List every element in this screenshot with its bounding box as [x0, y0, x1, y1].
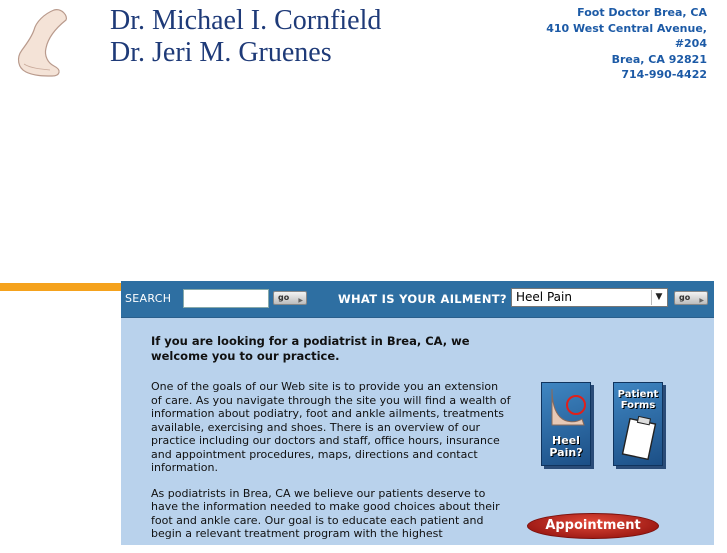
contact-info — [517, 5, 707, 83]
patient-forms-button[interactable] — [613, 382, 663, 466]
intro-paragraph: One of the goals of our Web site is to provide you an extension of care. As you navigate through the site you will find a wealth of information about podiatry, foot and ankle ailments, treatments available, exercising and shoes. There is an overview of our practice including our doctors and staff, office hours, insurance and appointment procedures, maps, directions and contact information. — [151, 380, 511, 474]
education-paragraph: As podiatrists in Brea, CA we believe our patients deserve to have the information needed to make good choices about their foot and ankle care. Our goal is to educate each patient and begin a relevant treatment program with the highest — [151, 486, 500, 540]
search-toolbar — [121, 281, 714, 318]
doctor-names — [110, 5, 381, 69]
heel-icon — [546, 387, 588, 427]
welcome-text — [151, 334, 511, 553]
main-content — [121, 318, 714, 545]
ailment-go-button[interactable] — [674, 291, 708, 305]
ailment-selected-value: Heel Pain — [516, 290, 572, 304]
search-label: SEARCH — [125, 292, 172, 305]
ailment-go-label: go — [679, 293, 691, 302]
arrow-right-icon: ▶ — [699, 297, 704, 304]
heel-pain-label-1: Heel — [552, 434, 580, 447]
heel-pain-button[interactable] — [541, 382, 591, 466]
contact-address-2: #204 — [674, 37, 707, 50]
chevron-down-icon[interactable]: ▼ — [651, 290, 666, 305]
patient-forms-label-1: Patient — [617, 389, 659, 400]
patient-forms-label-2: Forms — [620, 400, 656, 411]
heel-pain-label-2: Pain? — [549, 446, 583, 459]
appointment-button[interactable]: Appointment — [527, 513, 659, 539]
contact-phone[interactable]: 714-990-4422 — [621, 68, 707, 81]
search-input[interactable] — [183, 289, 269, 308]
doctor-name-1: Dr. Michael I. Cornfield — [110, 5, 382, 36]
contact-title: Foot Doctor Brea, CA — [577, 6, 707, 19]
welcome-heading: If you are looking for a podiatrist in Brea, CA, we welcome you to our practice. — [151, 334, 470, 363]
doctor-name-2: Dr. Jeri M. Gruenes — [110, 37, 332, 68]
ailment-label: WHAT IS YOUR AILMENT? — [338, 292, 507, 306]
foot-logo-icon — [14, 6, 70, 78]
clipboard-icon — [620, 415, 658, 461]
orange-accent-bar — [0, 283, 121, 291]
search-go-label: go — [278, 293, 290, 302]
contact-address-1: 410 West Central Avenue, — [546, 21, 707, 35]
arrow-right-icon: ▶ — [298, 297, 303, 304]
contact-city: Brea, CA 92821 — [611, 52, 707, 66]
ailment-select[interactable] — [511, 288, 668, 307]
search-go-button[interactable] — [273, 291, 307, 305]
